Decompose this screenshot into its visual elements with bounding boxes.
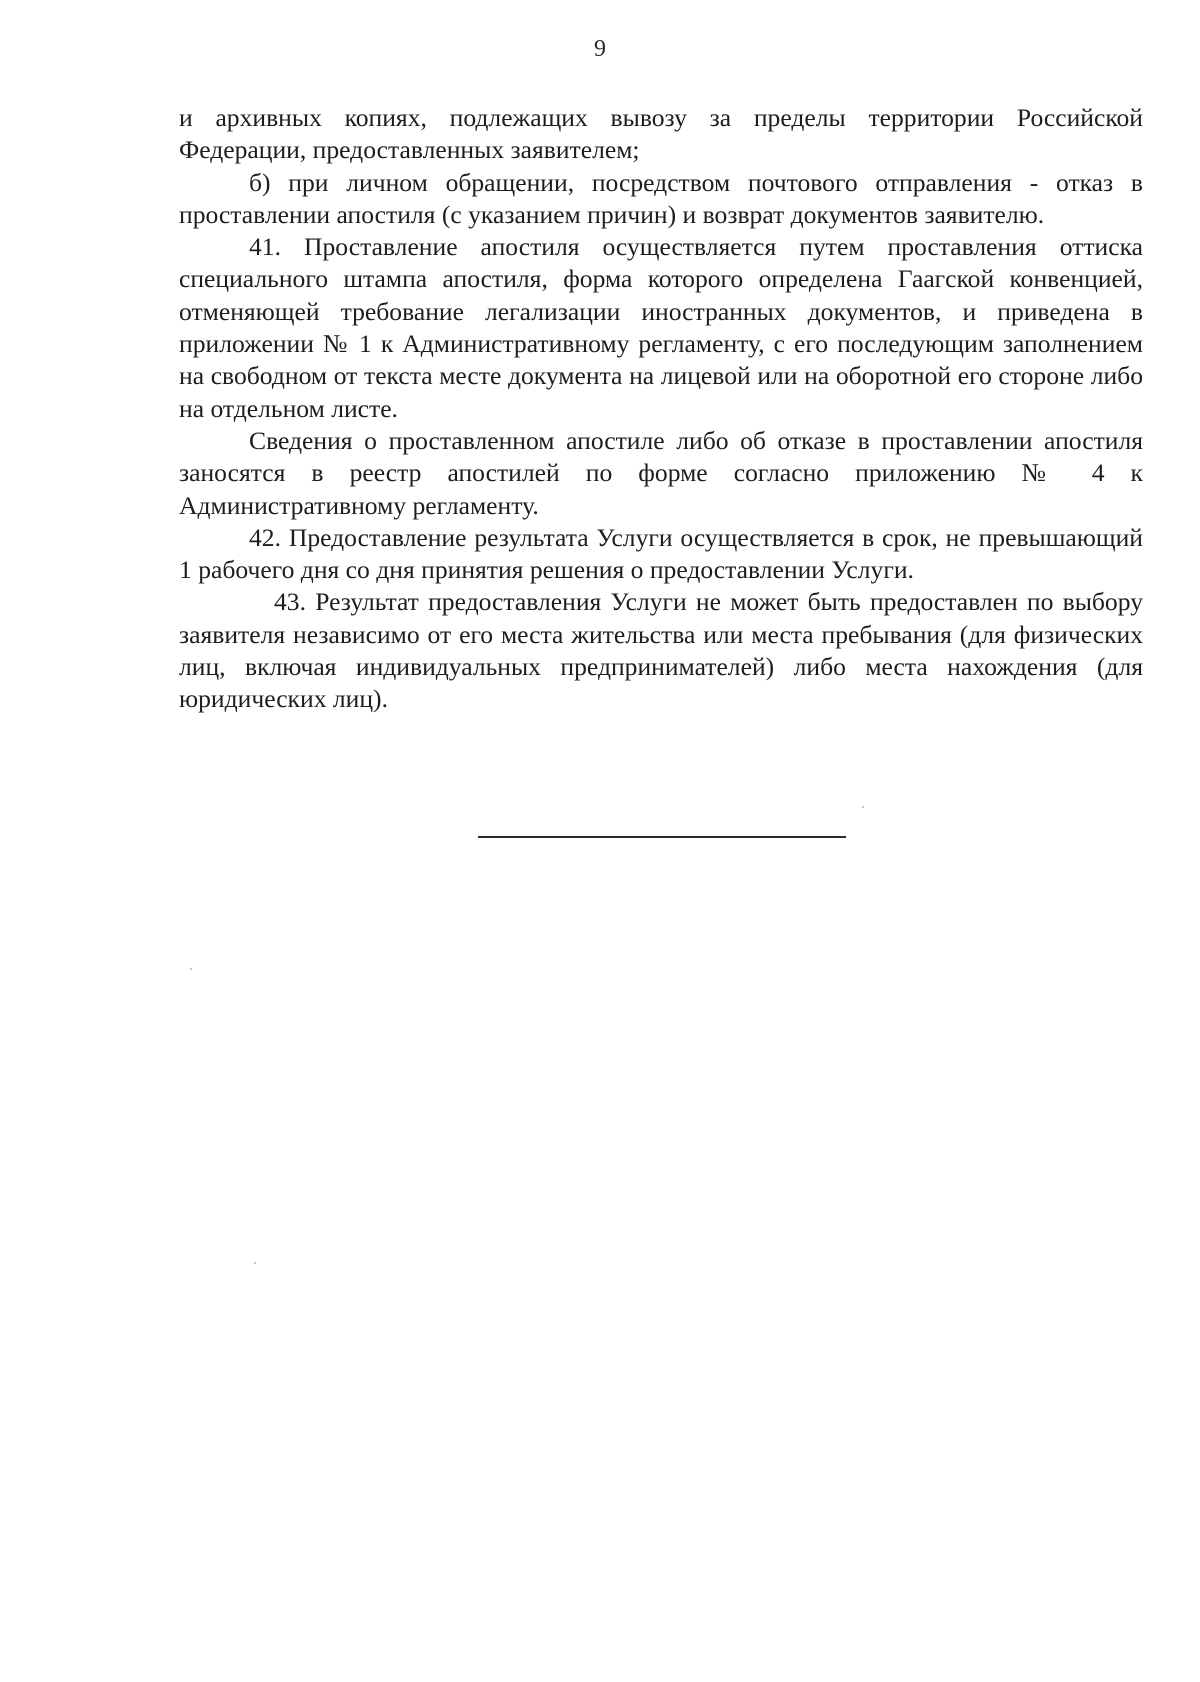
paragraph-43: 43. Результат предоставления Услуги не может быть предоставлен по выбору заявителя независимо от его места жительства или места пребывания (для физических лиц, включая индивидуальных предпринимателей) либо места нахождения (для юридических лиц). (179, 587, 1143, 714)
paragraph-continuation: и архивных копиях, подлежащих вывозу за пределы территории Российской Федерации, предоставленных заявителем; (179, 103, 1143, 165)
page-number: 9 (594, 36, 606, 62)
paragraph-item-b: б) при личном обращении, посредством почтового отправления - отказ в проставлении апостиля (с указанием причин) и возврат документов заявителю. (179, 167, 1143, 229)
scan-speck (254, 1262, 256, 1264)
paragraph-apostille-register: Сведения о проставленном апостиле либо об отказе в проставлении апостиля заносятся в реестр апостилей по форме согласно приложению № 4 к Административному регламенту. (179, 425, 1143, 520)
end-of-document-rule (478, 836, 846, 838)
scan-speck (190, 968, 192, 970)
paragraph-41: 41. Проставление апостиля осуществляется путем проставления оттиска специального штампа апостиля, форма которого определена Гаагской конвенцией, отменяющей требование легализации иностранных документов, и приведена в приложении № 1 к Административному регламенту, с его последующим заполнением на свободном от текста месте документа на лицевой или на оборотной его стороне либо на отдельном листе. (179, 232, 1143, 423)
paragraph-42: 42. Предоставление результата Услуги осуществляется в срок, не превышающий 1 рабочего дня со дня принятия решения о предоставлении Услуги. (179, 522, 1143, 585)
document-body (179, 102, 1143, 716)
scan-speck (862, 806, 864, 808)
